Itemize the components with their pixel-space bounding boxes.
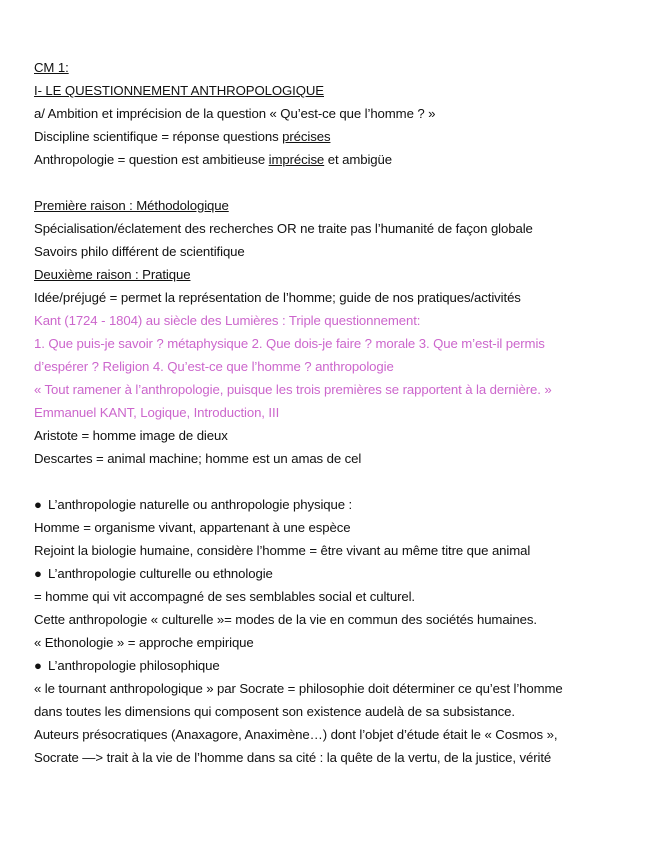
bullet-philosophique (34, 654, 634, 677)
descartes-line: Descartes = animal machine; homme est un amas de cel (34, 451, 362, 466)
culturelle-line-1: = homme qui vit accompagné de ses semblables social et culturel. (34, 589, 415, 604)
intro-line-1: a/ Ambition et imprécision de la question « Qu’est-ce que l’homme ? » (34, 106, 436, 121)
emphasis-precises: précises (282, 129, 331, 144)
document-page (34, 56, 634, 769)
philosophique-line-3: Auteurs présocratiques (Anaxagore, Anaximène…) dont l’objet d’étude était le « Cosmos », (34, 727, 558, 742)
kant-line-3: d’espérer ? Religion 4. Qu’est-ce que l’homme ? anthropologie (34, 359, 394, 374)
bullet-icon: ● (34, 497, 42, 512)
intro-line-3 (34, 148, 634, 171)
section-heading: I- LE QUESTIONNEMENT ANTHROPOLOGIQUE (34, 83, 324, 98)
course-title: CM 1: (34, 60, 69, 75)
spacer (34, 171, 634, 194)
reason-2-heading: Deuxième raison : Pratique (34, 267, 191, 282)
bullet-icon: ● (34, 658, 42, 673)
bullet-icon: ● (34, 566, 42, 581)
intro-line-3-text: Anthropologie = question est ambitieuse (34, 152, 269, 167)
bullet-physique (34, 493, 634, 516)
intro-line-2-text: Discipline scientifique = réponse questions (34, 129, 283, 144)
culturelle-line-2: Cette anthropologie « culturelle »= modes de la vie en commun des sociétés humaines. (34, 612, 537, 627)
kant-quote: « Tout ramener à l’anthropologie, puisque les trois premières se rapportent à la dernière. » (34, 382, 552, 397)
kant-line-1: Kant (1724 - 1804) au siècle des Lumières : Triple questionnement: (34, 313, 421, 328)
kant-source: Emmanuel KANT, Logique, Introduction, III (34, 405, 280, 420)
kant-line-2: 1. Que puis-je savoir ? métaphysique 2. Que dois-je faire ? morale 3. Que m’est-il permis (34, 336, 545, 351)
physique-line-2: Rejoint la biologie humaine, considère l’homme = être vivant au même titre que animal (34, 543, 531, 558)
spacer (34, 470, 634, 493)
reason-1-line-1: Spécialisation/éclatement des recherches OR ne traite pas l’humanité de façon globale (34, 221, 533, 236)
reason-1-line-2: Savoirs philo différent de scientifique (34, 244, 245, 259)
physique-heading: L’anthropologie naturelle ou anthropologie physique : (48, 497, 353, 512)
philosophique-heading: L’anthropologie philosophique (48, 658, 220, 673)
intro-line-3-suffix: et ambigüe (324, 152, 392, 167)
bullet-culturelle (34, 562, 634, 585)
aristote-line: Aristote = homme image de dieux (34, 428, 228, 443)
intro-line-2 (34, 125, 634, 148)
philosophique-line-4: Socrate —> trait à la vie de l’homme dans sa cité : la quête de la vertu, de la justice, vérité (34, 750, 552, 765)
philosophique-line-2: dans toutes les dimensions qui composent son existence audelà de sa subsistance. (34, 704, 515, 719)
reason-2-line-1: Idée/préjugé = permet la représentation de l’homme; guide de nos pratiques/activités (34, 290, 521, 305)
physique-line-1: Homme = organisme vivant, appartenant à une espèce (34, 520, 351, 535)
culturelle-line-3: « Ethonologie » = approche empirique (34, 635, 254, 650)
philosophique-line-1: « le tournant anthropologique » par Socrate = philosophie doit déterminer ce qu’est l’homme (34, 681, 563, 696)
emphasis-imprecise: imprécise (268, 152, 325, 167)
reason-1-heading: Première raison : Méthodologique (34, 198, 229, 213)
culturelle-heading: L’anthropologie culturelle ou ethnologie (48, 566, 273, 581)
